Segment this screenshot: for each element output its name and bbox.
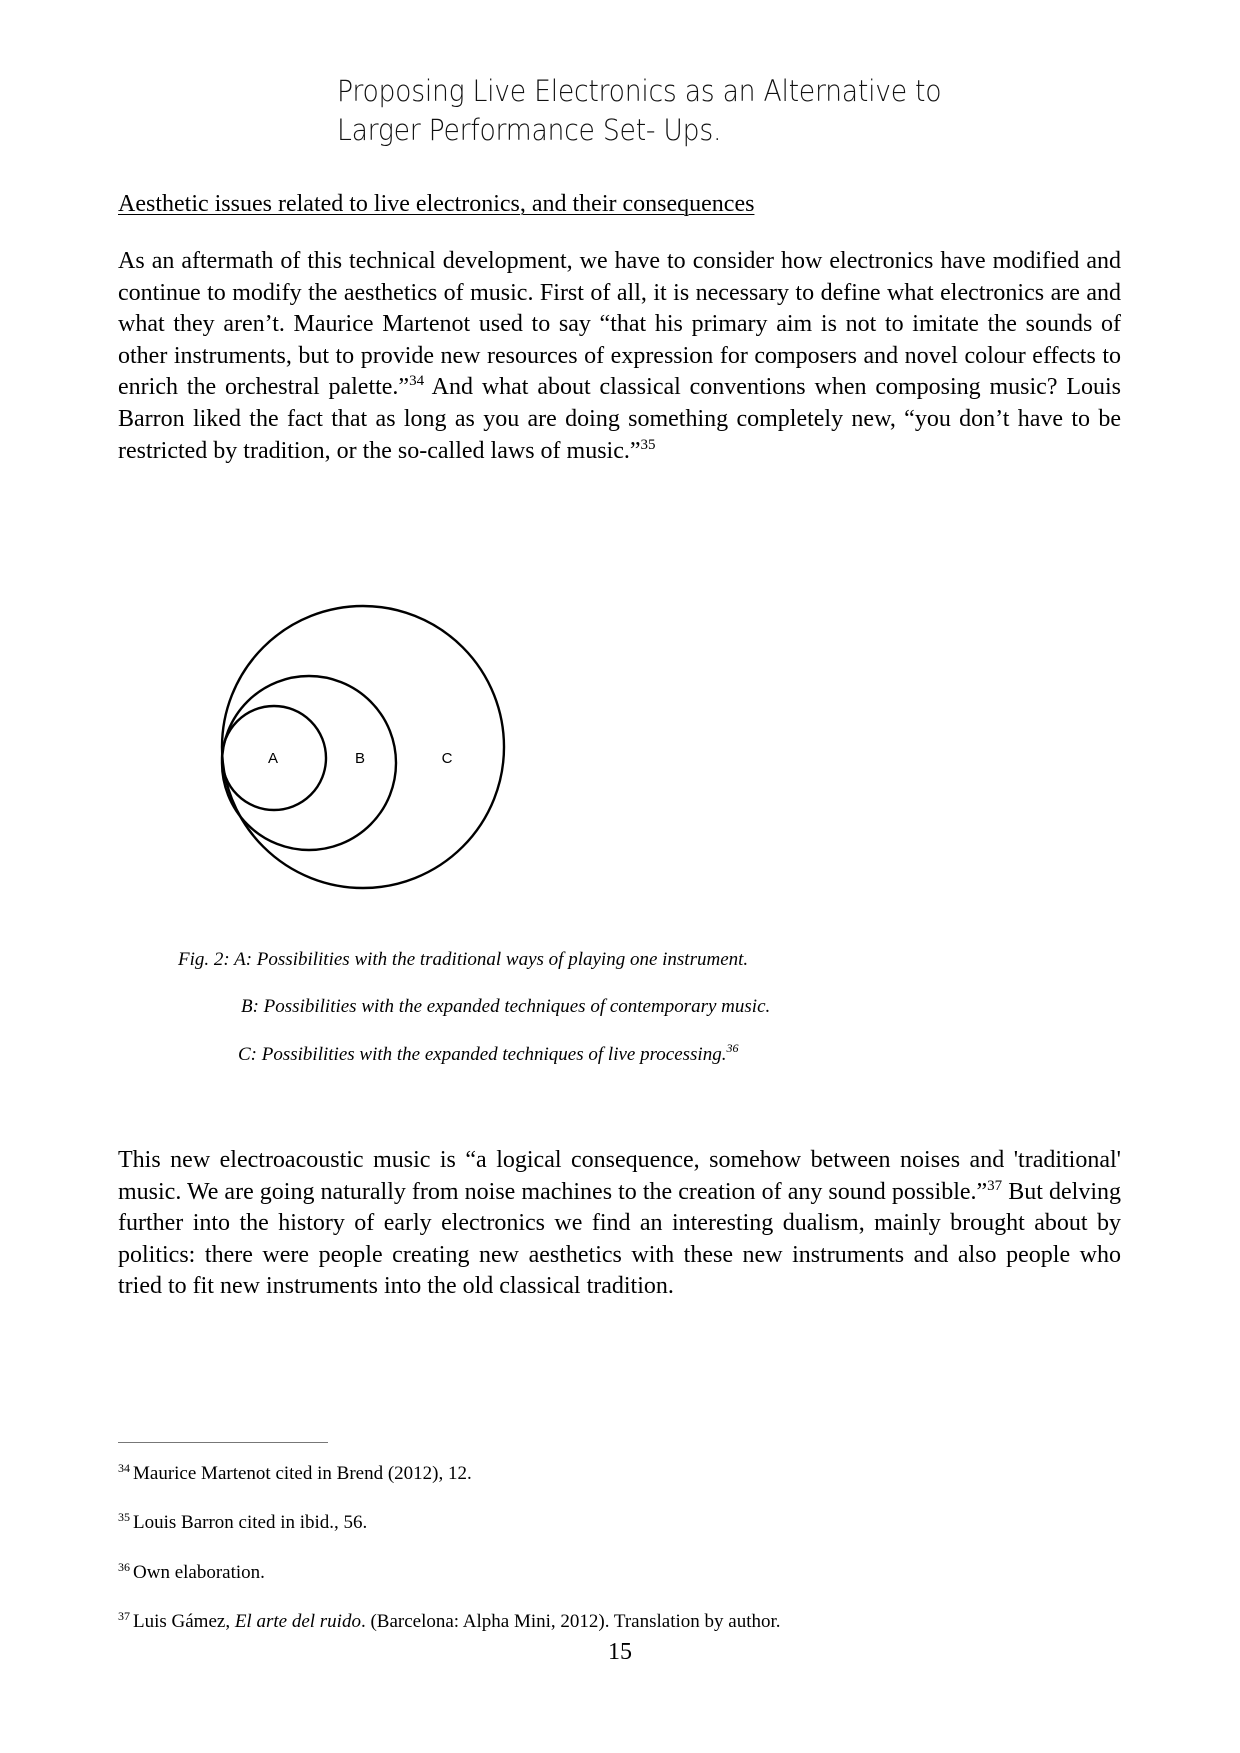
circle-b <box>222 676 396 850</box>
paragraph-2 <box>118 1145 1121 1303</box>
figure-caption-c <box>238 1043 738 1067</box>
footnote-36 <box>118 1561 265 1585</box>
footnote-text-pre: Luis Gámez, <box>133 1611 235 1632</box>
footnote-text-post: . (Barcelona: Alpha Mini, 2012). Translation by author. <box>360 1611 781 1632</box>
figure-caption-c-text: C: Possibilities with the expanded techniques of live processing. <box>238 1044 727 1065</box>
header-title-line-2: Larger Performance Set- Ups. <box>337 113 722 147</box>
section-heading: Aesthetic issues related to live electronics, and their consequences <box>118 191 755 217</box>
paragraph-2-text-a: This new electroacoustic music is “a logical consequence, somehow between noises and 'traditional' music. We are going naturally from noise machines to the creation of any sound possible.” <box>118 1147 1121 1205</box>
header-title-line-1: Proposing Live Electronics as an Alternative to <box>337 74 942 108</box>
footnote-book-title: El arte del ruido <box>234 1611 361 1632</box>
page-number: 15 <box>608 1639 632 1665</box>
circle-label-a: A <box>267 750 279 767</box>
figure-caption-b: B: Possibilities with the expanded techniques of contemporary music. <box>241 996 771 1017</box>
paragraph-1-text-b: And what about classical conventions when composing music? Louis Barron liked the fact that as long as you are doing something completely new, “you don’t have to be restricted by tradition, or the so-called laws of music.” <box>118 374 1122 464</box>
footnote-ref-35[interactable]: 35 <box>640 436 656 453</box>
paragraph-1-text-a: As an aftermath of this technical development, we have to consider how electronics have modified and continue to modify the aesthetics of music. First of all, it is necessary to define what electronics are and what they aren’t. Maurice Martenot used to say “that his primary aim is not to imitate the sounds of other instruments, but to provide new resources of expression for composers and novel colour effects to enrich the orchestral palette.” <box>118 248 1121 401</box>
paragraph-1 <box>118 246 1121 467</box>
circle-c <box>222 606 504 888</box>
circle-label-c: C <box>441 750 453 767</box>
footnote-separator <box>118 1442 328 1443</box>
footnote-37 <box>118 1610 781 1634</box>
footnote-35 <box>118 1511 367 1535</box>
footnote-number: 37 <box>118 1609 130 1623</box>
footnote-text: Louis Barron cited in ibid., 56. <box>133 1512 368 1533</box>
circle-a <box>222 706 326 810</box>
paragraph-2-text-b: But delving further into the history of early electronics we find an interesting dualism, mainly brought about by politics: there were people creating new aesthetics with these new instruments and also people who tried to fit new instruments into the old classical tradition. <box>118 1178 1121 1300</box>
footnote-number: 34 <box>118 1461 130 1475</box>
footnote-ref-37[interactable]: 37 <box>987 1177 1003 1194</box>
circle-label-b: B <box>354 750 366 767</box>
footnote-ref-34[interactable]: 34 <box>409 373 425 390</box>
footnote-number: 35 <box>118 1510 130 1524</box>
running-header-title <box>337 72 981 150</box>
footnote-ref-36[interactable]: 36 <box>726 1041 739 1055</box>
footnote-text: Own elaboration. <box>133 1562 265 1583</box>
figure-caption-a: Fig. 2: A: Possibilities with the traditional ways of playing one instrument. <box>178 949 749 970</box>
footnote-number: 36 <box>118 1560 130 1574</box>
footnote-34 <box>118 1462 472 1486</box>
footnote-text: Maurice Martenot cited in Brend (2012), 12. <box>133 1463 472 1484</box>
